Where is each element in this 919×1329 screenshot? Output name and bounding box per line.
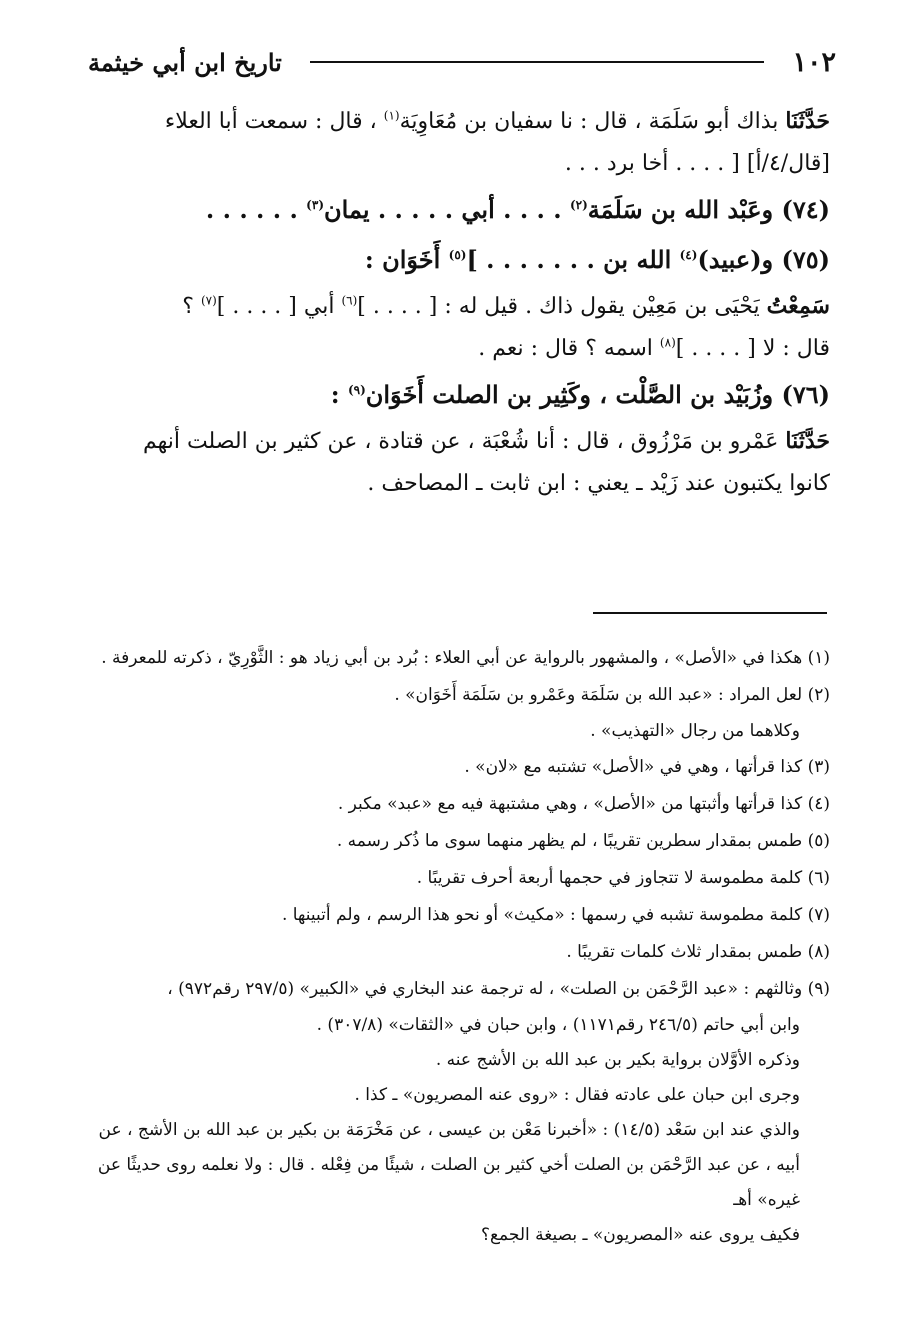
narration-word: حَدَّثَنَا [785,428,830,454]
entry-text: (٧٥) و(عبيد) [697,245,830,274]
header-rule [310,61,765,63]
footnote-9-line-8: فكيف يروى عنه «المصريون» ـ بصيغة الجمع؟ [480,1225,800,1245]
footnote-9: (٩) وثالثهم : «عبد الرَّحْمَن بن الصلت» ، له ترجمة عند البخاري في «الكبير» (٢٩٧/٥ رقم٩٧٢) ، [167,979,830,999]
footnote-1: (١) هكذا في «الأصل» ، والمشهور بالرواية عن أبي العلاء : بُرد بن أبي زياد هو : الثَّوْرِيّ ، ذكرته للمعرفة . [101,648,830,668]
footnote-9-line-4: وجرى ابن حبان على عادته فقال : «روى عنه المصريون» ـ كذا . [354,1085,800,1105]
entry-text: (٧٦) وزُبَيْد بن الصَّلْت ، وكَثِير بن الصلت أَخَوَان [365,380,830,409]
footnote-ref-7: (٧) [200,293,217,308]
paragraph-6: كانوا يكتبون عند زَيْد ـ يعني : ابن ثابت ـ المصاحف . [367,471,830,496]
footnote-7: (٧) كلمة مطموسة تشبه في رسمها : «مكيث» أو نحو هذا الرسم ، ولم أتبينها . [281,905,830,925]
footnote-4: (٤) كذا قرأتها وأثبتها من «الأصل» ، وهي مشتبهة فيه مع «عبد» مكبر . [337,794,830,814]
entry-74 [92,185,830,235]
manuscript-folio-ref: [قال/٤/أ] [746,151,830,176]
paragraph-3 [92,285,830,328]
paragraph-5 [92,420,830,463]
book-title: تاريخ ابن أبي خيثمة [88,47,282,77]
footnote-ref-4: (٤) [679,248,698,262]
footnote-ref-3: (٣) [306,198,324,212]
narration-word: سَمِعْتُ [766,293,830,319]
footnote-9-line-7: غيره» أهـ [733,1190,800,1210]
entry-text: الله بن . . . . . . . ] [466,245,680,274]
footnotes [86,640,830,1253]
text-run: ؟ [182,294,201,319]
entry-text: . . . . أبي . . . . . يمان [324,195,570,224]
entry-text: . . . . . . [205,195,307,224]
footnote-9-line-6: أبيه ، عن عبد الرَّحْمَن بن الصلت أخي كثير بن الصلت ، شيئًا من فِعْله . قال : ولا نعلمه روى حديثًا عن [97,1155,800,1175]
text-run: قال : لا [ . . . . ] [675,336,830,361]
footnote-ref-8: (٨) [659,335,676,350]
entry-76 [92,370,830,420]
narration-word: حَدَّثَنَا [785,108,830,134]
footnote-ref-2: (٢) [569,198,588,212]
page-number: ١٠٢ [792,46,836,78]
paragraph-4 [92,328,830,370]
entry-text: : [330,380,348,409]
text-run: اسمه ؟ قال : نعم . [478,336,660,361]
footnote-ref-5: (٥) [448,248,467,262]
footnote-8: (٨) طمس بمقدار ثلاث كلمات تقريبًا . [566,942,830,962]
entry-text: أَخَوَان : [364,245,449,274]
footnote-9-line-3: وذكره الأوَّلان برواية بكير بن عبد الله بن الأشج عنه . [435,1050,800,1070]
footnote-2: (٢) لعل المراد : «عبد الله بن سَلَمَة وعَمْرو بن سَلَمَة أَخَوَان» . [394,685,830,705]
paragraph-1 [92,100,830,143]
footnote-3: (٣) كذا قرأتها ، وهي في «الأصل» تشتبه مع «لان» . [464,757,830,777]
footnote-separator [593,612,827,614]
main-text [92,100,830,505]
footnote-ref-9: (٩) [347,383,366,397]
footnote-ref-1: (١) [383,108,400,123]
page-header [88,40,836,84]
entry-text: (٧٤) وعَبْد الله بن سَلَمَة [587,195,830,224]
paragraph-2 [92,143,830,185]
footnote-9-line-5: والذي عند ابن سَعْد (١٤/٥) : «أخبرنا مَعْن بن عيسى ، عن مَخْرَمَة بن بكير بن عبد الله بن الأشج ، عن [98,1120,800,1140]
text-run: عَمْرو بن مَرْزُوق ، قال : أنا شُعْبَة ، عن قتادة ، عن كثير بن الصلت أنهم [142,429,786,454]
footnote-2-continuation: وكلاهما من رجال «التهذيب» . [590,721,800,741]
footnote-5: (٥) طمس بمقدار سطرين تقريبًا ، لم يظهر منهما سوى ما ذُكر رسمه . [336,831,830,851]
entry-75 [92,235,830,285]
text-run: ، قال : سمعت أبا العلاء [164,109,384,134]
footnote-9-line-2: وابن أبي حاتم (٢٤٦/٥ رقم١١٧١) ، وابن حبان في «الثقات» (٣٠٧/٨) . [316,1015,800,1035]
text-run: [ . . . . أخا برد . . . [564,151,747,176]
text-run: أبي [ . . . . ] [216,294,342,319]
text-run: بذاك أبو سَلَمَة ، قال : نا سفيان بن مُعَاوِيَة [399,109,786,134]
text-run: يَحْيَى بن مَعِيْن يقول ذاك . قيل له : [ . . . . ] [357,294,767,319]
footnote-6: (٦) كلمة مطموسة لا تتجاوز في حجمها أربعة أحرف تقريبًا . [416,868,830,888]
footnote-ref-6: (٦) [341,293,358,308]
